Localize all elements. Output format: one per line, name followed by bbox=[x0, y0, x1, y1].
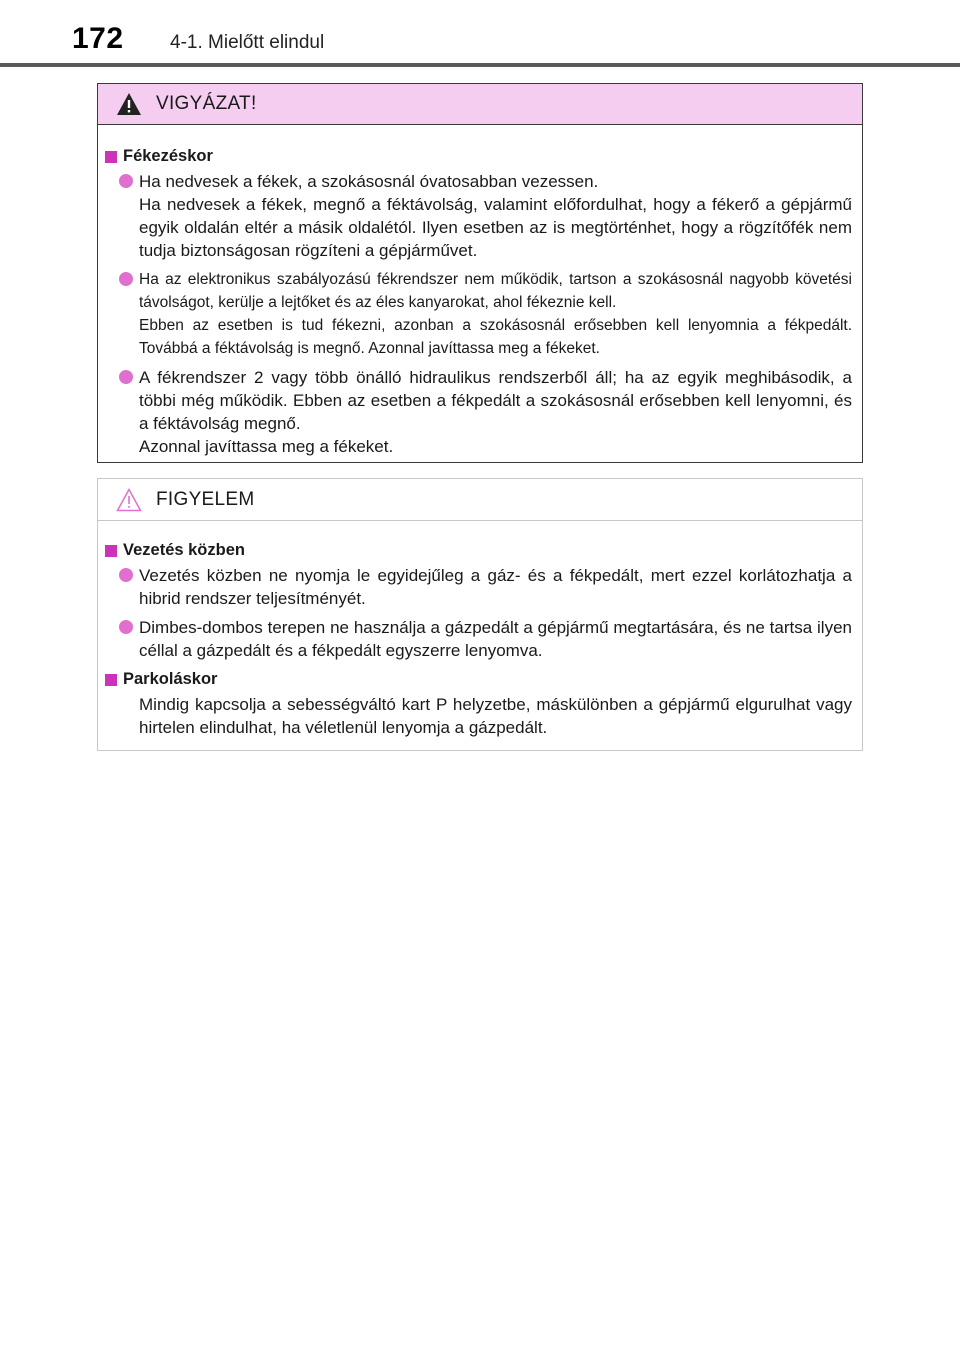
list-item bbox=[105, 616, 852, 662]
paragraph: Azonnal javíttassa meg a fékeket. bbox=[139, 437, 394, 456]
round-bullet-icon bbox=[119, 620, 133, 634]
caution-box bbox=[97, 83, 863, 463]
notice-title: FIGYELEM bbox=[156, 488, 255, 510]
notice-box bbox=[97, 478, 863, 751]
caution-body bbox=[98, 125, 862, 458]
paragraph: Ha nedvesek a fékek, megnő a féktávolság, valamint előfordulhat, hogy a fékerő a gépjármű egyik oldalán eltér a másik oldalétól. Ilyen esetben az is megtörténhet, hogy a rögzítőfék nem tudja biztonságosan rögzíteni a gépjárművet. bbox=[139, 195, 852, 260]
square-bullet-icon bbox=[105, 545, 117, 557]
round-bullet-icon bbox=[119, 370, 133, 384]
round-bullet-icon bbox=[119, 174, 133, 188]
caution-subhead bbox=[105, 145, 852, 168]
paragraph: Mindig kapcsolja a sebességváltó kart P helyzetbe, máskülönben a gépjármű elgurulhat vagy hirtelen elindulhat, ha véletlenül lenyomja a gázpedált. bbox=[139, 695, 852, 737]
square-bullet-icon bbox=[105, 151, 117, 163]
round-bullet-icon bbox=[119, 272, 133, 286]
caution-header bbox=[98, 84, 862, 125]
notice-body bbox=[98, 521, 862, 739]
caution-title: VIGYÁZAT! bbox=[156, 93, 257, 114]
subhead-label: Parkoláskor bbox=[123, 670, 218, 688]
paragraph: A fékrendszer 2 vagy több önálló hidraulikus rendszerből áll; ha az egyik meghibásodik, a többi még működik. Ebben az esetben a fékpedált a szokásosnál erősebben kell lenyomni, és a féktávolság megnő. bbox=[139, 368, 852, 433]
subhead-label: Fékezéskor bbox=[123, 147, 213, 165]
list-item bbox=[105, 268, 852, 360]
warning-triangle-outline-icon bbox=[116, 488, 142, 512]
notice-subhead bbox=[105, 539, 852, 562]
section-title: 4-1. Mielőtt elindul bbox=[170, 32, 325, 53]
list-item bbox=[105, 564, 852, 610]
paragraph: Ha az elektronikus szabályozású fékrendszer nem működik, tartson a szokásosnál nagyobb követési távolságot, kerülje a lejtőket és az éles kanyarokat, ahol fékeznie kell. bbox=[139, 271, 852, 311]
header-rule bbox=[0, 63, 960, 67]
paragraph: Vezetés közben ne nyomja le egyidejűleg a gáz- és a fékpedált, mert ezzel korlátozhatja a hibrid rendszer teljesítményét. bbox=[139, 566, 852, 608]
paragraph: Dimbes-dombos terepen ne használja a gázpedált a gépjármű megtartására, és ne tartsa ilyen céllal a gázpedált és a fékpedált egyszerre lenyomva. bbox=[139, 618, 852, 660]
page-number: 172 bbox=[72, 22, 124, 55]
square-bullet-icon bbox=[105, 674, 117, 686]
notice-header bbox=[98, 479, 862, 521]
subhead-label: Vezetés közben bbox=[123, 541, 245, 559]
warning-triangle-filled-icon bbox=[116, 92, 142, 116]
round-bullet-icon bbox=[119, 568, 133, 582]
paragraph: Ha nedvesek a fékek, a szokásosnál óvatosabban vezessen. bbox=[139, 172, 599, 191]
paragraph: Ebben az esetben is tud fékezni, azonban a szokásosnál erősebben kell lenyomnia a fékpedált. Továbbá a féktávolság is megnő. Azonnal javíttassa meg a fékeket. bbox=[139, 317, 852, 357]
list-item bbox=[105, 170, 852, 262]
list-item bbox=[105, 366, 852, 458]
notice-subhead bbox=[105, 668, 852, 691]
